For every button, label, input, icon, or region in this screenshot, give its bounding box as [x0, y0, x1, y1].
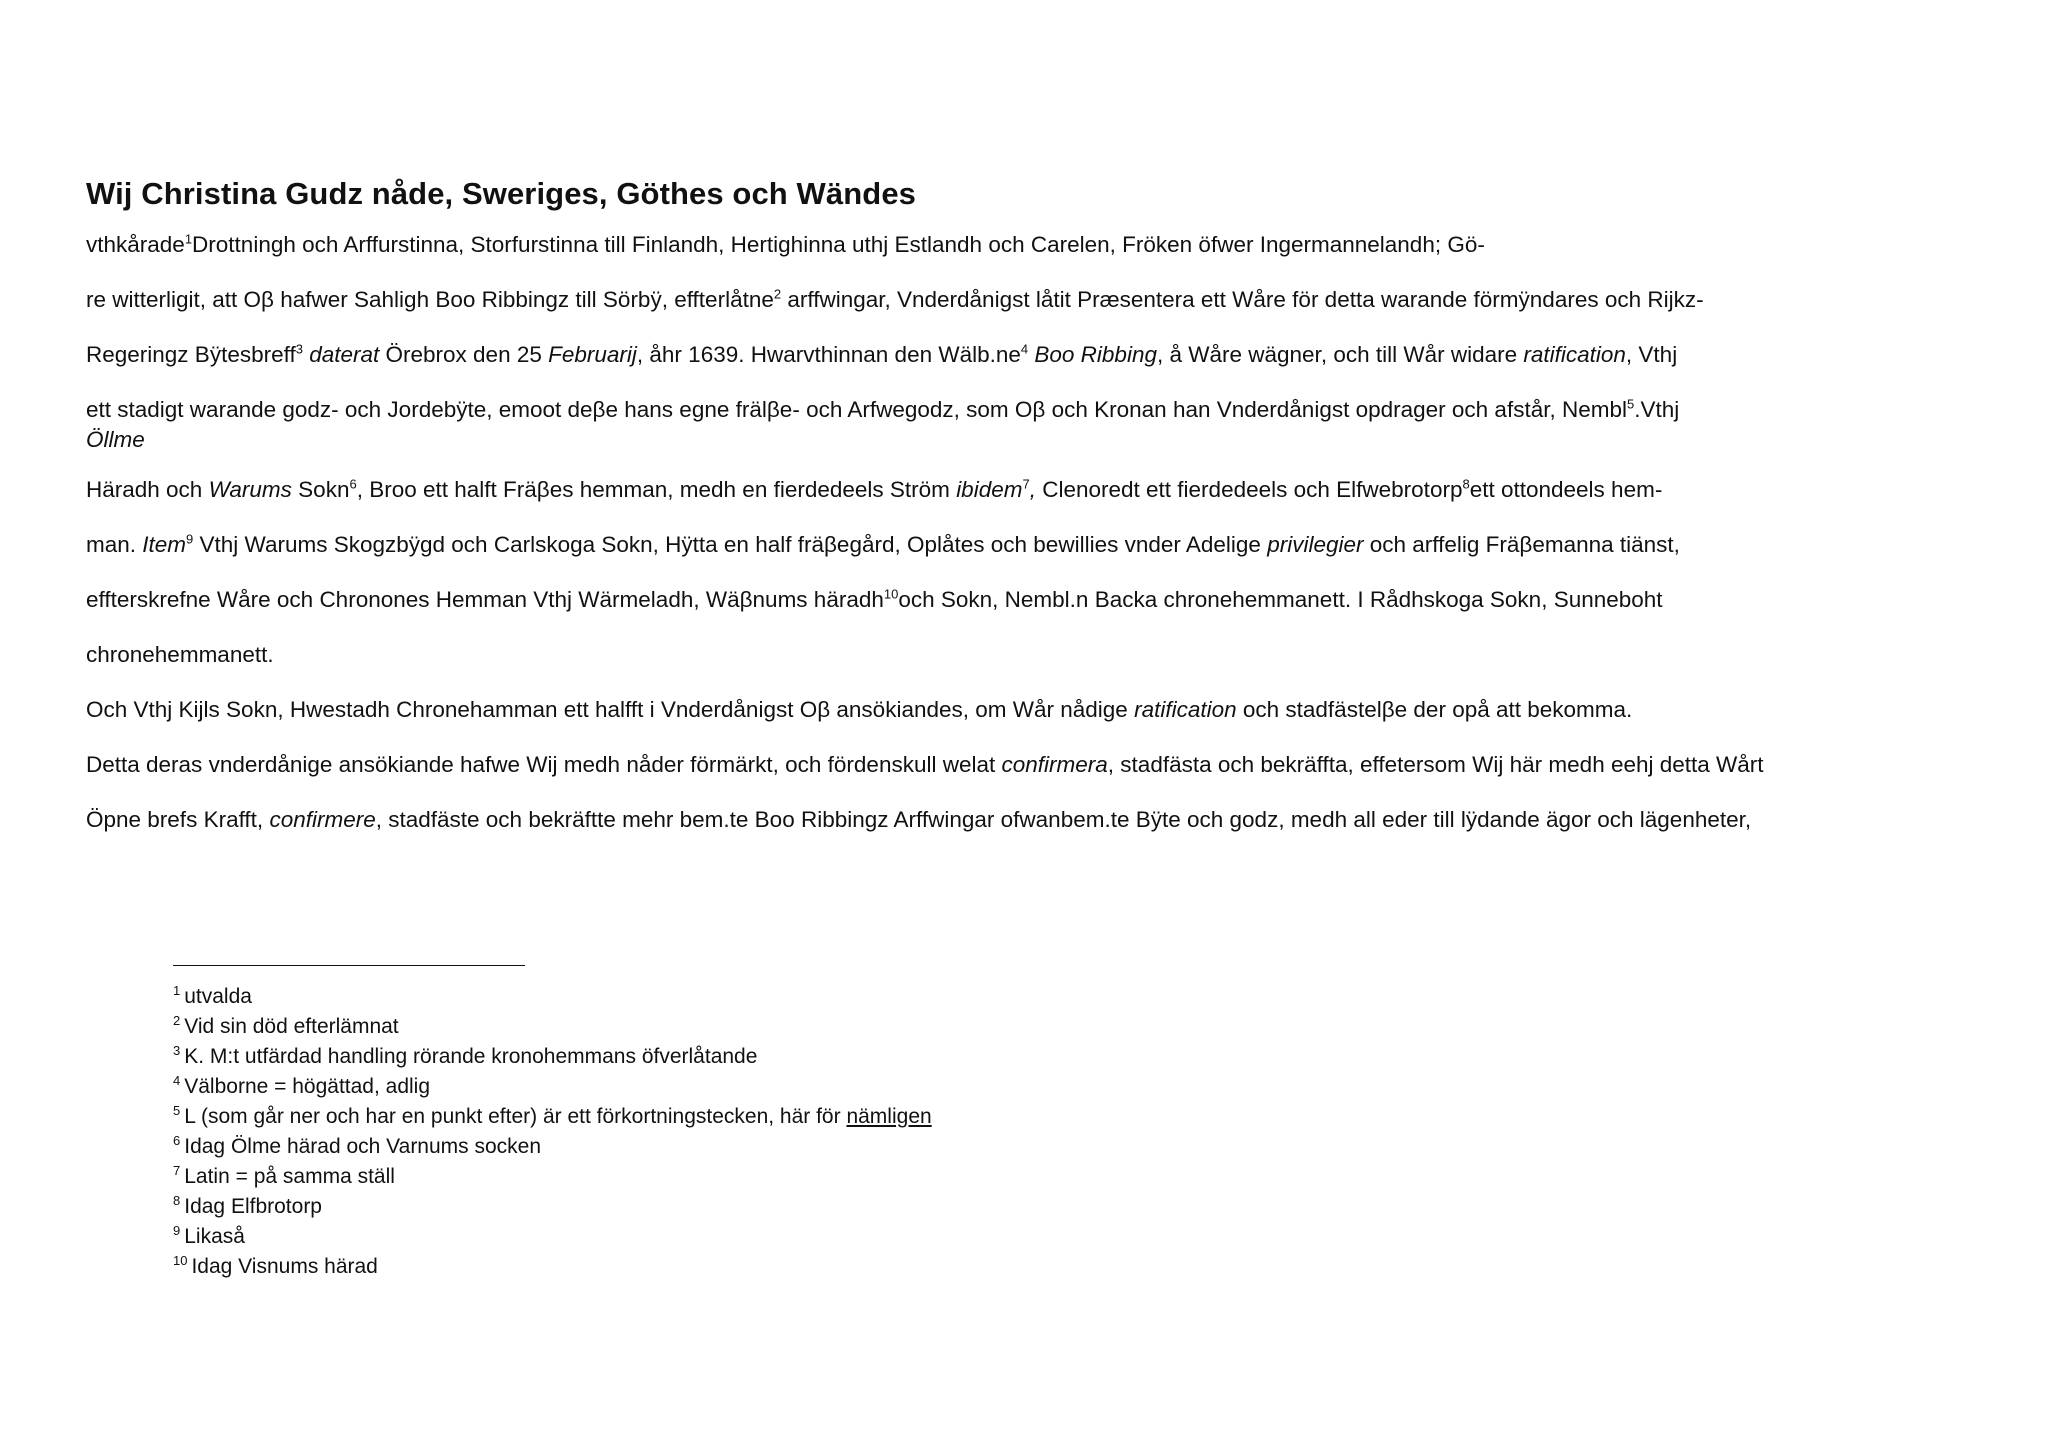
text-segment: daterat: [309, 342, 380, 367]
text-segment: K. M:t utfärdad handling rörande kronohemmans öfverlåtande: [184, 1045, 758, 1068]
text-segment: Likaså: [184, 1225, 245, 1248]
footnote-separator: [173, 965, 525, 966]
text-segment: utvalda: [184, 985, 252, 1008]
footnote-item: [173, 1162, 932, 1192]
text-segment: , Vthj: [1625, 342, 1678, 367]
footnote-item: [173, 1072, 932, 1102]
footnote-reference: 8: [1462, 476, 1470, 492]
text-segment: Detta deras vnderdånige ansökiande hafwe Wij medh nåder förmärkt, och fördenskull welat: [86, 752, 1002, 777]
footnote-number: 9: [173, 1223, 181, 1238]
footnote-number: 5: [173, 1103, 181, 1118]
footnote-reference: 4: [1020, 341, 1029, 357]
footnote-reference: 7: [1022, 476, 1030, 492]
footnote-number: 4: [173, 1073, 181, 1088]
text-segment: chronehemmanett.: [86, 642, 274, 667]
text-segment: Februarij: [548, 342, 637, 367]
text-segment: Latin = på samma ställ: [184, 1165, 395, 1188]
text-segment: Idag Visnums härad: [191, 1255, 378, 1278]
text-segment: Idag Elfbrotorp: [184, 1195, 322, 1218]
text-segment: Boo Ribbing: [1034, 342, 1157, 367]
text-segment: , stadfäste och bekräftte mehr bem.te Boo Ribbingz Arffwingar ofwanbem.te Bÿte och godz, medh all eder till lÿdande ägor och lägenheter,: [375, 807, 1752, 832]
footnote-item: [173, 1222, 932, 1252]
text-segment: , stadfästa och bekräffta, effetersom Wij här medh eehj detta Wårt: [1107, 752, 1764, 777]
text-line: [86, 530, 1680, 560]
text-segment: ratification: [1523, 342, 1626, 367]
text-segment: ibidem: [956, 477, 1023, 502]
text-line: [86, 395, 1679, 425]
text-segment: Vthj Warums Skogzbÿgd och Carlskoga Sokn, Hÿtta en half fräβegård, Oplåtes och bewillies vnder Adelige: [193, 532, 1268, 557]
text-line: [86, 230, 1485, 260]
text-segment: ett ottondeels hem-: [1469, 477, 1663, 502]
text-segment: och stadfästelβe der opå att bekomma.: [1236, 697, 1633, 722]
footnote-reference: 6: [349, 476, 357, 492]
document-body: [86, 230, 2026, 850]
footnote-item: [173, 1012, 932, 1042]
text-line: [86, 640, 274, 670]
text-segment: Öllme: [86, 427, 145, 452]
text-segment: , å Wåre wägner, och till Wår widare: [1156, 342, 1524, 367]
footnote-item: [173, 1192, 932, 1222]
text-line: [86, 695, 1632, 725]
text-segment: arffwingar, Vnderdånigst låtit Præsentera ett Wåre för detta warande förmÿndares och Rijkz-: [781, 287, 1704, 312]
text-segment: man.: [86, 532, 143, 557]
footnote-number: 2: [173, 1013, 181, 1028]
text-segment: Idag Ölme härad och Varnums socken: [184, 1135, 542, 1158]
text-segment: nämligen: [846, 1105, 932, 1128]
text-segment: ratification: [1134, 697, 1237, 722]
text-line: [86, 805, 1751, 835]
text-segment: Och Vthj Kijls Sokn, Hwestadh Chronehamman ett halfft i Vnderdånigst Oβ ansökiandes, om Wår nådige: [86, 697, 1135, 722]
text-segment: .Vthj: [1634, 397, 1680, 422]
footnote-item: [173, 1132, 932, 1162]
text-line: [86, 340, 1677, 370]
text-segment: Öpne brefs Krafft,: [86, 807, 270, 832]
document-page: [86, 172, 2026, 850]
text-line: [86, 285, 1704, 315]
text-segment: L (som går ner och har en punkt efter) är ett förkortningstecken, här för: [184, 1105, 847, 1128]
text-segment: effterskrefne Wåre och Chronones Hemman Vthj Wärmeladh, Wäβnums häradh: [86, 587, 884, 612]
text-line: [86, 425, 145, 455]
text-segment: , Broo ett halft Fräβes hemman, medh en fierdedeels Ström: [356, 477, 957, 502]
footnote-item: [173, 1252, 932, 1282]
text-segment: ett stadigt warande godz- och Jordebÿte, emoot deβe hans egne frälβe- och Arfwegodz, som Oβ och Kronan han Vnderdånigst opdrager och afstår, Nembl: [86, 397, 1627, 422]
text-segment: Warums: [208, 477, 292, 502]
text-segment: confirmere: [269, 807, 376, 832]
text-segment: Sokn: [291, 477, 350, 502]
document-title: Wij Christina Gudz nåde, Sweriges, Göthes och Wändes: [86, 176, 916, 211]
text-segment: Item: [142, 532, 187, 557]
text-segment: vthkårade: [86, 232, 185, 257]
footnote-reference: 5: [1626, 396, 1635, 412]
footnote-number: 1: [173, 983, 181, 998]
footnote-number: 3: [173, 1043, 181, 1058]
text-line: [86, 750, 1764, 780]
text-segment: Örebrox den 25: [379, 342, 549, 367]
footnote-reference: 1: [184, 231, 193, 247]
text-segment: re witterligit, att Oβ hafwer Sahligh Boo Ribbingz till Sörbÿ, effterlåtne: [86, 287, 774, 312]
footnote-reference: 3: [295, 341, 303, 357]
footnote-reference: 2: [773, 286, 782, 302]
footnotes-list: [173, 982, 932, 1282]
footnote-item: [173, 982, 932, 1012]
text-segment: och Sokn, Nembl.n Backa chronehemmanett. I Rådhskoga Sokn, Sunneboht: [898, 587, 1663, 612]
text-segment: , åhr 1639. Hwarvthinnan den Wälb.ne: [636, 342, 1021, 367]
text-segment: confirmera: [1001, 752, 1108, 777]
footnote-number: 10: [173, 1253, 188, 1268]
footnote-number: 6: [173, 1133, 181, 1148]
footnote-item: [173, 1102, 932, 1132]
text-line: [86, 585, 1663, 615]
text-segment: Välborne = högättad, adlig: [184, 1075, 431, 1098]
text-segment: Regeringz Bÿtesbreff: [86, 342, 296, 367]
text-segment: Häradh och: [86, 477, 209, 502]
text-segment: Vid sin död efterlämnat: [184, 1015, 399, 1038]
footnote-reference: 9: [186, 531, 194, 547]
footnote-item: [173, 1042, 932, 1072]
text-segment: ,: [1029, 477, 1036, 502]
text-segment: privilegier: [1267, 532, 1364, 557]
footnote-number: 8: [173, 1193, 181, 1208]
footnote-reference: 10: [883, 586, 899, 602]
text-segment: Clenoredt ett fierdedeels och Elfwebrotorp: [1035, 477, 1463, 502]
text-segment: Drottningh och Arffurstinna, Storfurstinna till Finlandh, Hertighinna uthj Estlandh och Carelen, Fröken öfwer Ingermannelandh; Gö-: [192, 232, 1485, 257]
text-segment: och arffelig Fräβemanna tiänst,: [1363, 532, 1680, 557]
text-line: [86, 475, 1662, 505]
footnote-number: 7: [173, 1163, 181, 1178]
